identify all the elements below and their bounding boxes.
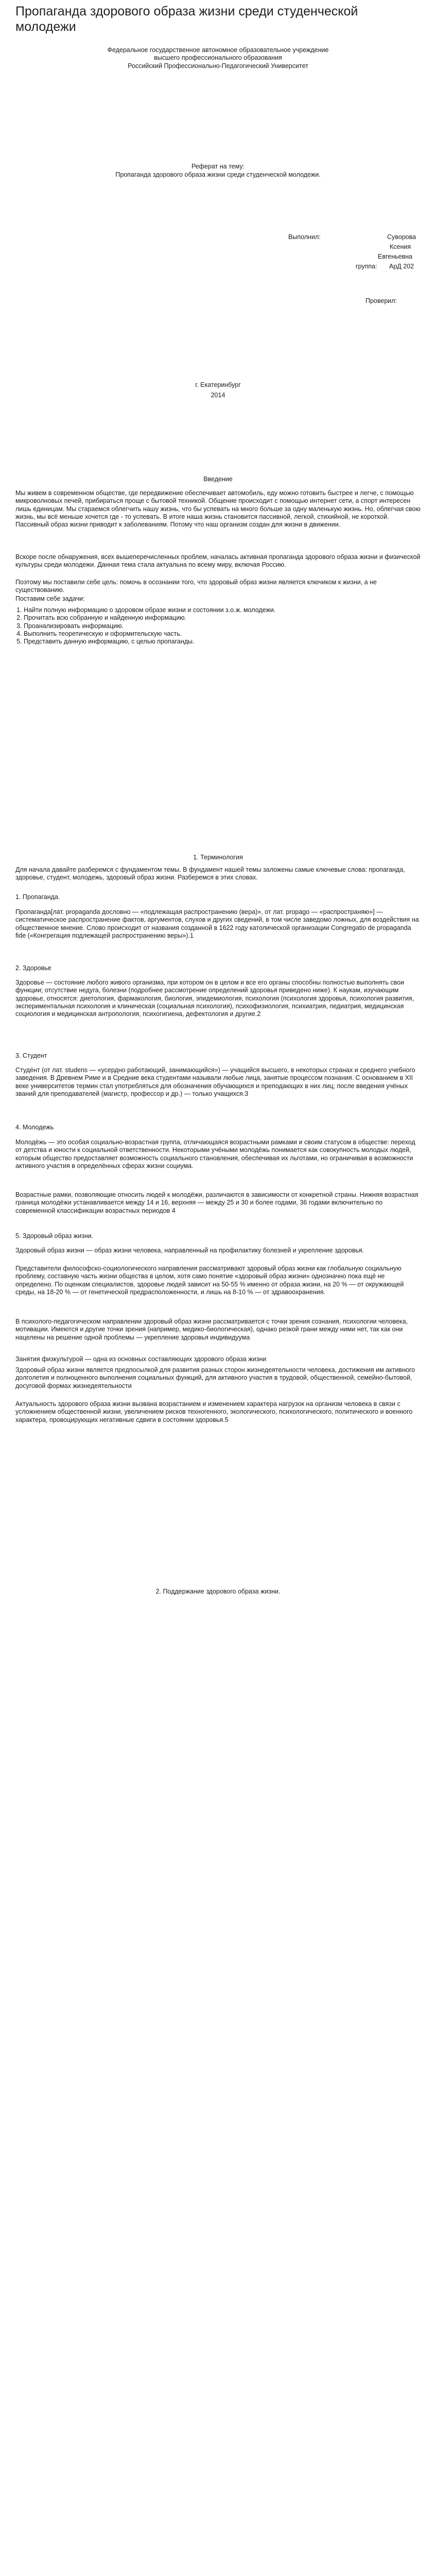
section-heading: 1. Терминология xyxy=(193,854,243,861)
subsection-title: 3. Студент xyxy=(15,1052,47,1059)
group-label: группа: xyxy=(356,263,377,270)
group-value: АрД 202 xyxy=(389,263,414,270)
report-label: Реферат на тему: xyxy=(191,163,245,170)
subsection-text: Здоровый образ жизни является предпосылкой для развития разных сторон жизнедеятельности человека, достижения им активного долголетия и полноценного выполнения социальных функций, для активного участия в трудовой, общественной, семейно-бытовой, досуговой формах жизнедеятельности xyxy=(15,1366,415,1389)
author-surname: Суворова xyxy=(387,233,416,241)
list-item: 3. Проанализировать информацию. xyxy=(24,622,421,630)
section-heading: 2. Поддержание здорового образа жизни. xyxy=(155,1588,281,1595)
list-item: 4. Выполнить теоретическую и оформительскую часть. xyxy=(24,630,421,638)
intro-paragraph: Поэтому мы поставили себе цель: помочь в осознании того, что здоровый образ жизни является ключиком к жизни, а не существованию. xyxy=(15,579,377,594)
institution-line: Российский Профессионально-Педагогический Университет xyxy=(128,62,308,70)
tasks-label: Поставим себе задачи: xyxy=(15,595,85,602)
institution-line: Федеральное государственное автономное образовательное учреждение xyxy=(107,46,329,54)
subsection-text: Здоровье — состояние любого живого организма, при котором он в целом и все его органы способны полностью выполнять свои функции; отсутствие недуга, болезни (подробнее рассмотрение определений здоровья приведено ниже). К наукам, изучающим здоровье, относятся: диетология, фармакология, биология, эпидемиология, психология (психология здоровья, психология развития, экспериментальная психология и клиническая (социальная психология), психофизиология, психиатрия, педиатрия, медицинская социология и медицинская антропология, психогигиена, дефектология и другие.2 xyxy=(15,979,414,1018)
author-block xyxy=(288,233,427,311)
subsection-text: Возрастные рамки, позволяющие относить людей к молодёжи, различаются в зависимости от конкретной страны. Нижняя возрастная граница молодёжи устанавливается между 14 и 16, верхняя — между 25 и 30 и более годами, 36 годами включительно по современной классификации возрастных периодов 4 xyxy=(15,1191,418,1214)
performed-label: Выполнил: xyxy=(288,233,321,241)
subsection-text: Молодёжь — это особая социально-возрастная группа, отличающаяся возрастными рамками и своим статусом в обществе: переход от детства и юности к социальной ответственности. Некоторыми учёными молодёжь понимается как совокупность молодых людей, которым общество предоставляет возможность социального становления, обеспечивая их льготами, но ограничивая в возможности активного участия в определённых сферах жизни социума. xyxy=(15,1139,415,1170)
intro-heading: Введение xyxy=(203,476,233,483)
list-item: 1. Найти полную информацию о здоровом образе жизни и состоянии з.о.ж. молодежи. xyxy=(24,606,421,614)
subsection-text: Представители философско-социологического направления рассматривают здоровый образ жизни как глобальную социальную проблему, составную часть жизни общества в целом, хотя само понятие «здоровый образ жизни» однозначно пока ещё не определено. По оценкам специалистов, здоровье людей зависит на 50-55 % именно от образа жизни, на 20 % — от окружающей среды, на 18-20 % — от генетической предрасположенности, и лишь на 8-10 % — от здравоохранения. xyxy=(15,1265,404,1296)
subsection-text: Пропаганда[лат. propaganda дословно — «подлежащая распространению (вера)», от лат. propago — «распространяю»] — систематическое распространение фактов, аргументов, слухов и других сведений, в том числе заведомо ложных, для воздействия на общественное мнение. Слово происходит от названия созданной в 1622 году католической организации Congregatio de propaganda fide («Конгрегация подлежащей распространению веры»).1 xyxy=(15,908,419,939)
year: 2014 xyxy=(211,392,225,399)
institution-line: высшего профессионального образования xyxy=(154,54,282,62)
author-patronymic: Евгеньевна xyxy=(378,253,413,260)
intro-paragraph: Мы живем в современном обществе, где передвижение обеспечивает автомобиль, еду можно готовить быстрее и легче, с помощью микроволновых печей, прибираться проще с бытовой техникой. Общение происходит с помощью интернет сети, а спорт интересен лишь единицам. Мы стараемся облегчить нашу жизнь, что бы успевать на много больше за одну маленькую жизнь. Но, облегчая свою жизнь, мы всё меньше хочется где - то успевать. В итоге наша жизнь становится пассивной, легкой, стихийной, не короткой. Пассивный образ жизни приводит к заболеваниям. Потому что наш организм создан для жизни в движении. xyxy=(15,489,421,528)
subsection-text: Занятия физкультурой — одна из основных составляющих здорового образа жизни xyxy=(15,1355,267,1363)
subsection-title: 1. Пропаганда. xyxy=(15,893,60,901)
subsection-title: 2. Здоровье xyxy=(15,964,51,972)
subsection-title: 5. Здоровый образ жизни. xyxy=(15,1232,94,1240)
checked-label: Проверил: xyxy=(365,297,397,304)
subsection-title: 4. Молодежь xyxy=(15,1124,54,1131)
list-item: 2. Прочитать всю собранную и найденную информацию. xyxy=(24,614,421,622)
subsection-text: Здоровый образ жизни — образ жизни человека, направленный на профилактику болезней и укрепление здоровья. xyxy=(15,1247,364,1254)
document-title: Пропаганда здорового образа жизни среди студенческой молодежи xyxy=(15,4,358,34)
institution-block xyxy=(15,46,421,70)
subsection-text: Студе́нт (от лат. studens — «усердно работающий, занимающийся») — учащийся высшего, в некоторых странах и среднего учебного заведения. В Древнем Риме и в Средние века студентами называли любые лица, занятые процессом познания. С основанием в XII веке университетов термин стал употребляться для обозначения обучающихся и преподающих в них лиц; после введения учёных званий для преподавателей (магистр, профессор и др.) — только учащихся.3 xyxy=(15,1066,415,1097)
city: г. Екатеринбург xyxy=(195,381,241,388)
intro-paragraph: Вскоре после обнаружения, всех вышеперечисленных проблем, началась активная пропаганда здорового образа жизни и физической культуры среди молодежи. Данная тема стала актуальна по всему миру, включая Россию. xyxy=(15,553,421,569)
author-name: Ксения xyxy=(390,243,411,250)
subsection-text: Актуальность здорового образа жизни вызвана возрастанием и изменением характера нагрузок на организм человека в связи с усложнением общественной жизни, увеличением рисков техногенного, экологического, психологического, политического и военного характера, провоцирующих негативные сдвиги в состоянии здоровья.5 xyxy=(15,1400,413,1423)
list-item: 5. Представить данную информацию, с целью пропаганды. xyxy=(24,638,421,646)
section-intro: Для начала давайте разберемся с фундаментом темы. В фундамент нашей темы заложены самые ключевые слова: пропаганда, здоровье, студент, молодежь, здоровый образ жизни. Разберемся в этих словах. xyxy=(15,866,405,882)
report-topic: Пропаганда здорового образа жизни среди студенческой молодежи. xyxy=(115,171,321,178)
subsection-text: В психолого-педагогическом направлении здоровый образ жизни рассматривается с точки зрения сознания, психологии человека, мотивации. Имеются и другие точки зрения (например, медико-биологическая), однако резкой грани между ними нет, так как они нацелены на решение одной проблемы — укрепление здоровья индивидуума xyxy=(15,1318,408,1341)
tasks-list xyxy=(15,606,421,646)
